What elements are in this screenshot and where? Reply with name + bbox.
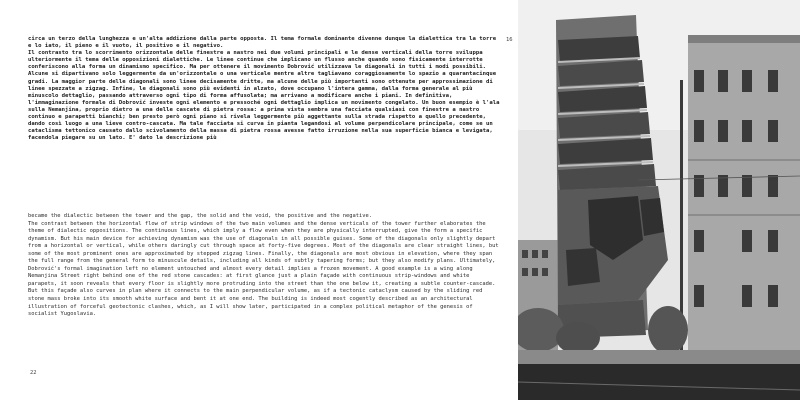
- building-photograph: [518, 0, 800, 400]
- sidewalk: [518, 350, 800, 364]
- italian-body-text: circa un terzo della lunghezza e un'alta addizione dalla parte opposta. Il tema formale dominante divenne dunque la dialettica tra la torre e lo iato, il pieno e il vuoto, il positivo e il negativo. Il contrasto tra lo scorrimento orizzontale delle finestre a nastro nei due volumi principali e le dense verticali della torre sviluppa ulteriormente il tema delle opposizioni dialettiche. Le linee continue che implicano un flusso anche quando sono fisicamente interrotte conferiscono alla forma un dinamismo specifico. Ma per ottenere il movimento Dobrović utilizzava le diagonali in tutti i modi possibili. Alcune si dipartivano solo leggermente da un'orizzontale o una verticale mentre altre tagliavano coraggiosamente lo spazio a quarantacinque gradi. La maggior parte delle diagonali sono linee decisamente dritte, ma alcune delle più importanti sono ottenute per approssimazione di linee spezzate a zigzag. Infine, le diagonali sono più evidenti in alzato, dove occupano l'intera gamma, dalla forma generale al più minuscolo dettaglio, passando attraverso ogni tipo di forma affusolata; ma arrivano a modificare anche i piani. In definitiva, l'immaginazione formale di Dobrović investe ogni elemento e pressoché ogni dettaglio implica un movimento congelato. Un buon esempio è l'ala sulla Nemanjina, proprio dietro a una delle cascate di pietra rossa: a prima vista sembra una facciata qualsiasi con finestre a nastro continuo e parapetti bianchi; ben presto però ogni piano si rivela leggermente più aggettante sulla strada rispetto a quello precedente, dando così luogo a una lieve contro-cascata. Ma tale facciata si curva in pianta legandosi al volume perpendicolare principale, come se un cataclisma tettonico causato dallo scivolamento della massa di pietra rossa avesse fatto irruzione nella sua superficie bianca e levigata, facendola piegare su un lato. E' dato la descrizione più: [28, 36, 500, 142]
- road: [518, 364, 800, 400]
- english-body-text: became the dialectic between the tower and the gap, the solid and the void, the positive and the negative. The contrast between the horizontal flow of strip windows of the two main volumes and the dense verticals of the tower further elaborates the theme of dialectic oppositions. The continuous lines, which imply a flow even when they are physically interrupted, give the form a specific dynamism. But his main device for achieving dynamism was the use of diagonals in all possible guises. Some of the diagonals only slightly depart from a horizontal or vertical, while others daringly cut through space at forty-five degrees. Most of the diagonals are clear straight lines, but some of the most prominent ones are approximated by stepped zigzag lines. Finally, the diagonals are most obvious in elevation, where they span the full range from the general form to minuscule details, including all kinds of subtly tapering forms; but they also modify plans. Ultimately, Dobrović's formal imagination left no element untouched and almost every detail implies a frozen movement. A good example is a wing along Nemanjina Street right behind one of the red stone cascades: at first glance just a plain façade with continuous strip-windows and white parapets, it soon reveals that every floor is slightly more protruding into the street than the one below it, creating a subtle counter-cascade. But this façade also curves in plan where it connects to the main perpendicular volume, as if a tectonic cataclysm caused by the sliding red stone mass broke into its smooth white surface and bent it at one end. The building is indeed most cogently described as an architectural illustration of forceful geotectonic clashes, which, as I will show later, participated in a complex political metaphor of the genesis of socialist Yugoslavia.: [28, 213, 499, 318]
- right-page-number: 16: [506, 37, 513, 43]
- classical-building-right: [688, 35, 800, 355]
- photo-illustration: [518, 0, 800, 400]
- left-page-number: 22: [30, 370, 37, 376]
